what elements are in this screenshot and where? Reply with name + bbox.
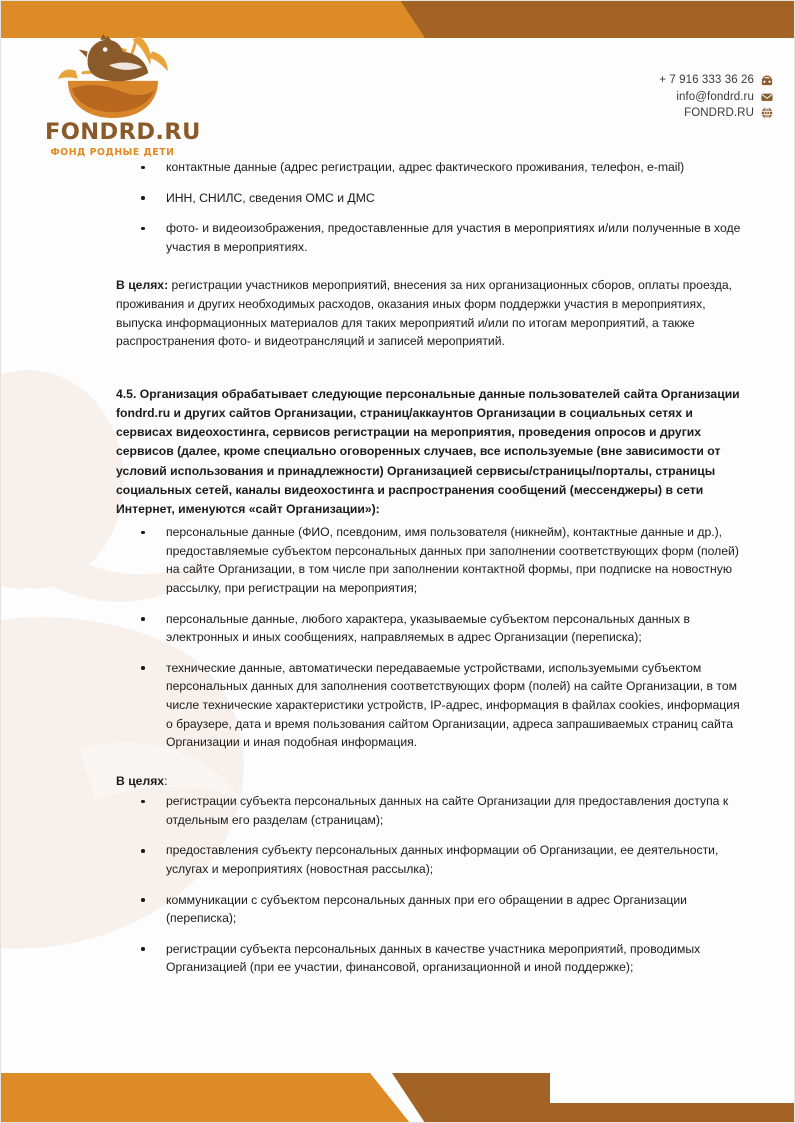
list-item: персональные данные (ФИО, псевдоним, имя пользователя (никнейм), контактные данные и др.), предоставляемые субъектом персональных данных при заполнении соответствующих форм (полей) на сайте Организации, в том числе при заполнении контактной формы, при подписке на новостную рассылку, при регистрации на мероприятия; [116, 523, 741, 597]
organization-logo [45, 28, 201, 158]
list-item: фото- и видеоизображения, предоставленные для участия в мероприятиях и/или полученные в ходе участия в мероприятиях. [116, 219, 741, 256]
purpose-paragraph-2 [116, 772, 741, 791]
purpose-text-1: регистрации участников мероприятий, внесения за них организационных сборов, оплаты проезда, проживания и других необходимых расходов, оказания иных форм поддержки участия в мероприятиях, выпуска информационных материалов для таких мероприятий и/или по итогам мероприятий, а также распространения фото- и видеотрансляций и записей мероприятий. [116, 278, 733, 349]
contact-email-row [659, 89, 773, 106]
personal-data-list-2 [116, 523, 741, 752]
contact-website-row [659, 105, 773, 122]
bird-nest-logo-icon [54, 28, 172, 120]
list-item: регистрации субъекта персональных данных в качестве участника мероприятий, проводимых Организацией (при ее участии, финансовой, организационной и иной поддержке); [116, 940, 741, 977]
document-body [116, 158, 741, 977]
envelope-icon [761, 91, 773, 103]
purpose-label-2: В целях [116, 773, 165, 788]
list-item: контактные данные (адрес регистрации, адрес фактического проживания, телефон, e-mail) [116, 158, 741, 177]
list-item: персональные данные, любого характера, указываемые субъектом персональных данных в электронных и иных сообщениях, направляемых в адрес Организации (переписка); [116, 610, 741, 647]
personal-data-list-1 [116, 158, 741, 256]
contact-phone-row [659, 72, 773, 89]
purpose-suffix-2: : [164, 773, 168, 788]
logo-tagline: ФОНД РОДНЫЕ ДЕТИ [50, 146, 175, 158]
purpose-label-1: В целях: [116, 278, 169, 293]
contact-info [659, 72, 773, 122]
footer-decor-band [0, 1061, 795, 1123]
section-4-5-heading: 4.5. Организация обрабатывает следующие персональные данные пользователей сайта Организации fondrd.ru и других сайтов Организации, страниц/аккаунтов Организации в социальных сетях и сервисах видеохостинга, сервисов регистрации на мероприятия, проведения опросов и других сервисов (далее, кроме специально оговоренных случаев, все используемые (вне зависимости от условий использования и принадлежности) Организацией сервисы/страницы/порталы, страницы социальных сетей, каналы видеохостинга и распространения сообщений (мессенджеры) в сети Интернет, именуются «сайт Организации»): [116, 386, 740, 516]
purposes-list [116, 792, 741, 977]
contact-website: FONDRD.RU [684, 107, 754, 119]
globe-icon [761, 107, 773, 119]
phone-icon [761, 74, 773, 86]
purpose-paragraph-1 [116, 276, 741, 350]
list-item: предоставления субъекту персональных данных информации об Организации, ее деятельности, услугах и мероприятиях (новостная рассылка); [116, 841, 741, 878]
contact-phone: + 7 916 333 36 26 [659, 74, 754, 86]
list-item: ИНН, СНИЛС, сведения ОМС и ДМС [116, 189, 741, 208]
list-item: коммуникации с субъектом персональных данных при его обращении в адрес Организации (переписка); [116, 891, 741, 928]
contact-email: info@fondrd.ru [676, 90, 754, 103]
list-item: регистрации субъекта персональных данных на сайте Организации для предоставления доступа к отдельным его разделам (страницам); [116, 792, 741, 829]
list-item: технические данные, автоматически передаваемые устройствами, используемыми субъектом персональных данных для заполнения соответствующих форм (полей) на сайте Организации, в том числе технические характеристики устройств, IP-адрес, информация в файлах cookies, информация о браузере, дата и время пользования сайтом Организации, адреса запрашиваемых страниц сайта Организации и иная подобная информация. [116, 659, 741, 752]
logo-wordmark: FONDRD.RU [45, 119, 201, 145]
